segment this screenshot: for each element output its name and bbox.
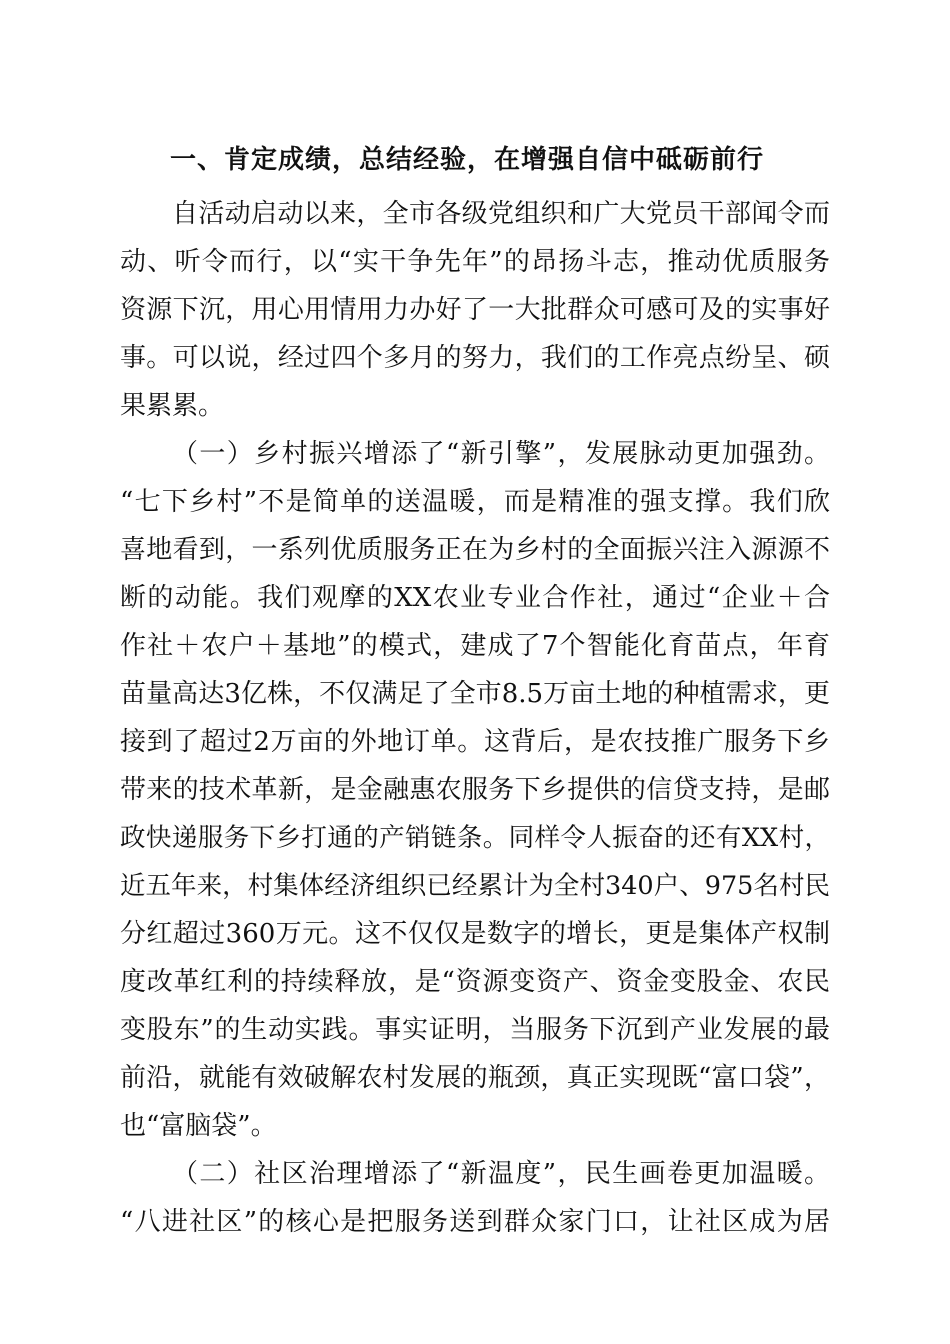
paragraph-2-line-5: 苗量高达3亿株，不仅满足了全市8.5万亩土地的种植需求，更 — [120, 679, 830, 709]
paragraph-2-line-12: 变股东”的生动实践。事实证明，当服务下沉到产业发展的最 — [120, 1015, 830, 1045]
paragraph-1-line-4: 事。可以说，经过四个多月的努力，我们的工作亮点纷呈、硕 — [120, 343, 830, 373]
paragraph-1-line-5: 果累累。 — [120, 391, 225, 421]
paragraph-2-line-14: 也“富脑袋”。 — [120, 1111, 277, 1141]
paragraph-1-line-2: 动、听令而行，以“实干争先年”的昂扬斗志，推动优质服务 — [120, 247, 830, 277]
paragraph-2-line-2: 喜地看到，一系列优质服务正在为乡村的全面振兴注入源源不 — [120, 535, 830, 565]
paragraph-2-line-10: 分红超过360万元。这不仅仅是数字的增长，更是集体产权制 — [120, 919, 830, 949]
paragraph-2-line-3: 断的动能。我们观摩的XX农业专业合作社，通过“企业＋合 — [120, 583, 830, 613]
paragraph-2-line-8: 政快递服务下乡打通的产销链条。同样令人振奋的还有XX村， — [120, 823, 830, 853]
paragraph-2-line-1: “七下乡村”不是简单的送温暖，而是精准的强支撑。我们欣 — [120, 487, 830, 517]
document-body — [120, 190, 830, 1246]
paragraph-1-line-3: 资源下沉，用心用情用力办好了一大批群众可感可及的实事好 — [120, 295, 830, 325]
paragraph-2-line-11: 度改革红利的持续释放，是“资源变资产、资金变股金、农民 — [120, 967, 830, 997]
subsection-heading-2: （二）社区治理增添了“新温度”，民生画卷更加温暖。 — [172, 1159, 830, 1189]
paragraph-2-line-6: 接到了超过2万亩的外地订单。这背后，是农技推广服务下乡 — [120, 727, 830, 757]
paragraph-2-line-4: 作社＋农户＋基地”的模式，建成了7个智能化育苗点，年育 — [120, 631, 830, 661]
section-heading: 一、肯定成绩，总结经验，在增强自信中砥砺前行 — [170, 145, 765, 175]
subsection-heading-1: （一）乡村振兴增添了“新引擎”，发展脉动更加强劲。 — [172, 439, 830, 469]
paragraph-2-line-7: 带来的技术革新，是金融惠农服务下乡提供的信贷支持，是邮 — [120, 775, 830, 805]
paragraph-3-line-1: “八进社区”的核心是把服务送到群众家门口，让社区成为居 — [120, 1207, 830, 1237]
paragraph-2-line-13: 前沿，就能有效破解农村发展的瓶颈，真正实现既“富口袋”， — [120, 1063, 830, 1093]
paragraph-2-line-9: 近五年来，村集体经济组织已经累计为全村340户、975名村民 — [120, 871, 830, 901]
paragraph-1-line-1: 自活动启动以来，全市各级党组织和广大党员干部闻令而 — [172, 199, 830, 229]
